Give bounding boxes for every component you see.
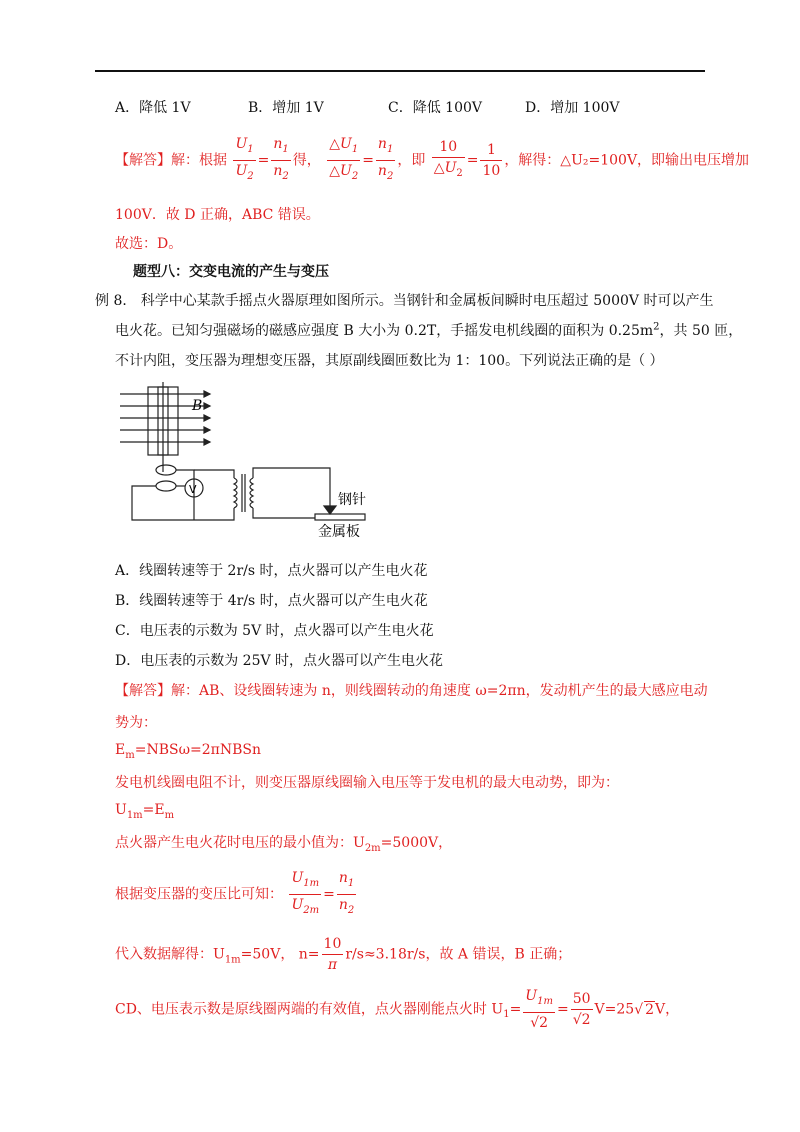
prev-option-a: A．降低 1V	[115, 100, 191, 116]
question-line2: 电火花。已知匀强磁场的磁感应强度 B 大小为 0.2T，手摇发电机线圈的面积为 $0.25m^2$，共 50 匝，	[115, 321, 743, 339]
voltmeter-label: V	[189, 483, 197, 496]
needle-label: 钢针	[338, 492, 366, 508]
answer8-line1: 【解答】解：AB、设线圈转速为 n，则线圈转动的角速度 ω=2πn，发动机产生的最大感应电动	[115, 683, 708, 699]
plate-label: 金属板	[318, 524, 360, 540]
option-c: C．电压表的示数为 5V 时，点火器可以产生电火花	[115, 623, 434, 639]
answer8-line8: 代入数据解得：$U_{1m}=50V$， n= $\frac{10}{\pi}$ r/s≈3.18r/s，故 A 错误，B 正确；	[115, 936, 572, 973]
answer8-line6: 点火器产生电火花时电压的最小值为：$U_{2m}=5000V$，	[115, 835, 453, 854]
question-line1: 例 8． 科学中心某款手摇点火器原理如图所示。当钢针和金属板间瞬时电压超过 5000V 时可以产生	[95, 293, 714, 309]
section-title: 题型八：交变电流的产生与变压	[133, 264, 329, 280]
answer8-line7: 根据变压器的变压比可知： $\frac{U_{1m}}{U_{2m}}$ = $\frac{n_1}{n_2}$	[115, 870, 355, 916]
answer8-line5: $U_{1m}=E_m$	[115, 802, 175, 821]
answer7-choice: 故选：D。	[115, 236, 183, 252]
prev-option-b: B．增加 1V	[248, 100, 324, 116]
option-d: D．电压表的示数为 25V 时，点火器可以产生电火花	[115, 653, 444, 669]
header-rule	[95, 70, 705, 72]
answer8-line3: $E_m=NBS\omega=2\pi NBSn$	[115, 742, 261, 761]
igniter-circuit-diagram	[110, 382, 380, 542]
answer7-line1: 【解答】解：根据 $\frac{U_1}{U_2}$ = $\frac{n_1}{n_2}$ 得， $\frac{\triangle U_1}{\triangle U_2}$ = $\frac{n_1}{n_2}$ ，即 $\frac{10}{\triangle U_2}$ = $\frac{1}{10}$ ，解得：△U₂=100V，即输出电压增加	[115, 136, 750, 182]
answer7-line2: 100V．故 D 正确，ABC 错误。	[115, 207, 320, 223]
answer8-line4: 发电机线圈电阻不计，则变压器原线圈输入电压等于发电机的最大电动势，即为：	[115, 775, 619, 791]
answer8-line2: 势为：	[115, 715, 157, 731]
b-field-label: B	[192, 398, 203, 414]
option-a: A．线圈转速等于 2r/s 时，点火器可以产生电火花	[115, 563, 428, 579]
prev-option-c: C．降低 100V	[388, 100, 482, 116]
prev-option-d: D．增加 100V	[525, 100, 620, 116]
option-b: B．线圈转速等于 4r/s 时，点火器可以产生电火花	[115, 593, 428, 609]
answer8-line9: CD、电压表示数是原线圈两端的有效值，点火器刚能点火时 $U_1=$ $\frac{U_{1m}}{√2}$ = $\frac{50}{√2}$ V=25√ 2V，	[115, 988, 680, 1031]
question-line3: 不计内阻，变压器为理想变压器，其原副线圈匝数比为 1：100。下列说法正确的是（ ）	[115, 353, 664, 369]
